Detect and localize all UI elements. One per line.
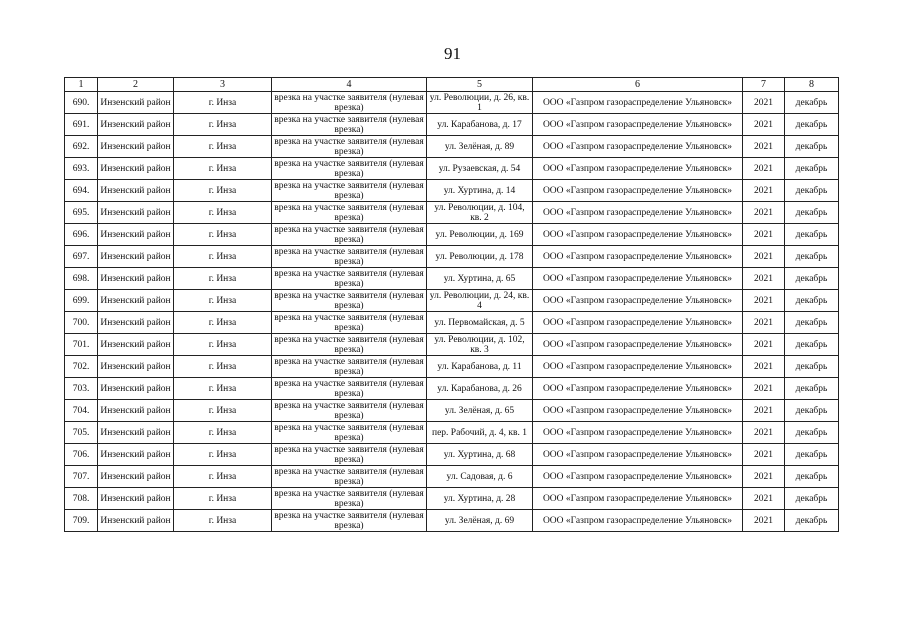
month-cell: декабрь [785,466,839,488]
address-cell: ул. Революции, д. 104, кв. 2 [427,202,533,224]
city-cell: г. Инза [174,246,272,268]
city-cell: г. Инза [174,444,272,466]
address-cell: ул. Зелёная, д. 69 [427,510,533,532]
year-cell: 2021 [743,202,785,224]
connection-type-cell: врезка на участке заявителя (нулевая врезка) [272,444,427,466]
organization-cell: ООО «Газпром газораспределение Ульяновск» [533,422,743,444]
city-cell: г. Инза [174,180,272,202]
connection-type-cell: врезка на участке заявителя (нулевая врезка) [272,114,427,136]
address-cell: ул. Зелёная, д. 89 [427,136,533,158]
district-cell: Инзенский район [98,92,174,114]
year-cell: 2021 [743,444,785,466]
address-cell: ул. Хуртина, д. 14 [427,180,533,202]
year-cell: 2021 [743,312,785,334]
year-cell: 2021 [743,356,785,378]
district-cell: Инзенский район [98,488,174,510]
organization-cell: ООО «Газпром газораспределение Ульяновск» [533,356,743,378]
row-number-cell: 696. [65,224,98,246]
table-row [65,334,839,356]
year-cell: 2021 [743,334,785,356]
header-cell: 5 [427,78,533,92]
year-cell: 2021 [743,510,785,532]
year-cell: 2021 [743,268,785,290]
district-cell: Инзенский район [98,312,174,334]
city-cell: г. Инза [174,466,272,488]
row-number-cell: 708. [65,488,98,510]
month-cell: декабрь [785,180,839,202]
row-number-cell: 706. [65,444,98,466]
city-cell: г. Инза [174,312,272,334]
table-row [65,444,839,466]
organization-cell: ООО «Газпром газораспределение Ульяновск» [533,290,743,312]
table-row [65,356,839,378]
connection-type-cell: врезка на участке заявителя (нулевая врезка) [272,224,427,246]
header-cell: 1 [65,78,98,92]
table-row [65,268,839,290]
connection-type-cell: врезка на участке заявителя (нулевая врезка) [272,400,427,422]
month-cell: декабрь [785,224,839,246]
month-cell: декабрь [785,356,839,378]
header-cell: 2 [98,78,174,92]
district-cell: Инзенский район [98,356,174,378]
connection-type-cell: врезка на участке заявителя (нулевая врезка) [272,510,427,532]
row-number-cell: 698. [65,268,98,290]
organization-cell: ООО «Газпром газораспределение Ульяновск» [533,158,743,180]
year-cell: 2021 [743,400,785,422]
city-cell: г. Инза [174,202,272,224]
month-cell: декабрь [785,114,839,136]
table-row [65,378,839,400]
month-cell: декабрь [785,312,839,334]
month-cell: декабрь [785,290,839,312]
table-row [65,510,839,532]
organization-cell: ООО «Газпром газораспределение Ульяновск» [533,400,743,422]
city-cell: г. Инза [174,290,272,312]
table-header [65,78,839,92]
month-cell: декабрь [785,202,839,224]
year-cell: 2021 [743,290,785,312]
connection-type-cell: врезка на участке заявителя (нулевая врезка) [272,378,427,400]
city-cell: г. Инза [174,510,272,532]
district-cell: Инзенский район [98,290,174,312]
city-cell: г. Инза [174,158,272,180]
district-cell: Инзенский район [98,224,174,246]
connection-type-cell: врезка на участке заявителя (нулевая врезка) [272,488,427,510]
organization-cell: ООО «Газпром газораспределение Ульяновск» [533,224,743,246]
organization-cell: ООО «Газпром газораспределение Ульяновск» [533,488,743,510]
district-cell: Инзенский район [98,136,174,158]
row-number-cell: 707. [65,466,98,488]
table-row [65,400,839,422]
month-cell: декабрь [785,92,839,114]
address-cell: ул. Хуртина, д. 28 [427,488,533,510]
address-cell: ул. Карабанова, д. 17 [427,114,533,136]
header-row [65,78,839,92]
district-cell: Инзенский район [98,466,174,488]
table-body [65,92,839,532]
year-cell: 2021 [743,136,785,158]
year-cell: 2021 [743,180,785,202]
table-row [65,92,839,114]
year-cell: 2021 [743,488,785,510]
address-cell: ул. Революции, д. 102, кв. 3 [427,334,533,356]
city-cell: г. Инза [174,224,272,246]
district-cell: Инзенский район [98,378,174,400]
city-cell: г. Инза [174,268,272,290]
district-cell: Инзенский район [98,268,174,290]
year-cell: 2021 [743,114,785,136]
year-cell: 2021 [743,92,785,114]
address-cell: ул. Революции, д. 178 [427,246,533,268]
table-row [65,488,839,510]
address-cell: ул. Садовая, д. 6 [427,466,533,488]
connection-type-cell: врезка на участке заявителя (нулевая врезка) [272,268,427,290]
row-number-cell: 697. [65,246,98,268]
city-cell: г. Инза [174,422,272,444]
district-cell: Инзенский район [98,400,174,422]
district-cell: Инзенский район [98,246,174,268]
connection-type-cell: врезка на участке заявителя (нулевая врезка) [272,158,427,180]
organization-cell: ООО «Газпром газораспределение Ульяновск» [533,466,743,488]
row-number-cell: 702. [65,356,98,378]
table-row [65,422,839,444]
address-cell: ул. Карабанова, д. 26 [427,378,533,400]
header-cell: 7 [743,78,785,92]
connection-type-cell: врезка на участке заявителя (нулевая врезка) [272,422,427,444]
city-cell: г. Инза [174,92,272,114]
table-row [65,158,839,180]
city-cell: г. Инза [174,136,272,158]
table-row [65,114,839,136]
month-cell: декабрь [785,268,839,290]
row-number-cell: 700. [65,312,98,334]
row-number-cell: 691. [65,114,98,136]
address-cell: ул. Революции, д. 24, кв. 4 [427,290,533,312]
connection-type-cell: врезка на участке заявителя (нулевая врезка) [272,180,427,202]
page-number: 91 [444,44,461,63]
address-cell: ул. Революции, д. 169 [427,224,533,246]
organization-cell: ООО «Газпром газораспределение Ульяновск» [533,136,743,158]
year-cell: 2021 [743,422,785,444]
table-row [65,224,839,246]
month-cell: декабрь [785,400,839,422]
address-cell: ул. Первомайская, д. 5 [427,312,533,334]
row-number-cell: 705. [65,422,98,444]
header-cell: 3 [174,78,272,92]
connection-type-cell: врезка на участке заявителя (нулевая врезка) [272,466,427,488]
district-cell: Инзенский район [98,334,174,356]
organization-cell: ООО «Газпром газораспределение Ульяновск» [533,114,743,136]
address-cell: пер. Рабочий, д. 4, кв. 1 [427,422,533,444]
connection-type-cell: врезка на участке заявителя (нулевая врезка) [272,312,427,334]
organization-cell: ООО «Газпром газораспределение Ульяновск» [533,378,743,400]
organization-cell: ООО «Газпром газораспределение Ульяновск» [533,202,743,224]
connection-type-cell: врезка на участке заявителя (нулевая врезка) [272,202,427,224]
row-number-cell: 709. [65,510,98,532]
connection-type-cell: врезка на участке заявителя (нулевая врезка) [272,334,427,356]
month-cell: декабрь [785,488,839,510]
year-cell: 2021 [743,246,785,268]
row-number-cell: 692. [65,136,98,158]
organization-cell: ООО «Газпром газораспределение Ульяновск» [533,180,743,202]
table-row [65,312,839,334]
month-cell: декабрь [785,136,839,158]
header-cell: 6 [533,78,743,92]
table-row [65,136,839,158]
year-cell: 2021 [743,158,785,180]
month-cell: декабрь [785,246,839,268]
table-row [65,466,839,488]
district-cell: Инзенский район [98,114,174,136]
organization-cell: ООО «Газпром газораспределение Ульяновск» [533,334,743,356]
district-cell: Инзенский район [98,422,174,444]
table-row [65,180,839,202]
year-cell: 2021 [743,224,785,246]
organization-cell: ООО «Газпром газораспределение Ульяновск» [533,246,743,268]
gas-connection-table [64,77,839,532]
row-number-cell: 690. [65,92,98,114]
month-cell: декабрь [785,158,839,180]
row-number-cell: 694. [65,180,98,202]
organization-cell: ООО «Газпром газораспределение Ульяновск» [533,268,743,290]
city-cell: г. Инза [174,400,272,422]
row-number-cell: 701. [65,334,98,356]
city-cell: г. Инза [174,356,272,378]
organization-cell: ООО «Газпром газораспределение Ульяновск» [533,312,743,334]
row-number-cell: 704. [65,400,98,422]
row-number-cell: 699. [65,290,98,312]
header-cell: 8 [785,78,839,92]
district-cell: Инзенский район [98,202,174,224]
month-cell: декабрь [785,378,839,400]
district-cell: Инзенский район [98,158,174,180]
connection-type-cell: врезка на участке заявителя (нулевая врезка) [272,136,427,158]
city-cell: г. Инза [174,114,272,136]
district-cell: Инзенский район [98,510,174,532]
district-cell: Инзенский район [98,444,174,466]
header-cell: 4 [272,78,427,92]
address-cell: ул. Зелёная, д. 65 [427,400,533,422]
month-cell: декабрь [785,334,839,356]
connection-type-cell: врезка на участке заявителя (нулевая врезка) [272,246,427,268]
organization-cell: ООО «Газпром газораспределение Ульяновск» [533,92,743,114]
organization-cell: ООО «Газпром газораспределение Ульяновск» [533,510,743,532]
address-cell: ул. Хуртина, д. 65 [427,268,533,290]
connection-type-cell: врезка на участке заявителя (нулевая врезка) [272,92,427,114]
table-row [65,202,839,224]
organization-cell: ООО «Газпром газораспределение Ульяновск» [533,444,743,466]
address-cell: ул. Революции, д. 26, кв. 1 [427,92,533,114]
year-cell: 2021 [743,466,785,488]
district-cell: Инзенский район [98,180,174,202]
connection-type-cell: врезка на участке заявителя (нулевая врезка) [272,290,427,312]
year-cell: 2021 [743,378,785,400]
month-cell: декабрь [785,422,839,444]
connection-type-cell: врезка на участке заявителя (нулевая врезка) [272,356,427,378]
table-row [65,246,839,268]
address-cell: ул. Карабанова, д. 11 [427,356,533,378]
table-row [65,290,839,312]
month-cell: декабрь [785,444,839,466]
month-cell: декабрь [785,510,839,532]
row-number-cell: 703. [65,378,98,400]
address-cell: ул. Хуртина, д. 68 [427,444,533,466]
row-number-cell: 695. [65,202,98,224]
city-cell: г. Инза [174,378,272,400]
city-cell: г. Инза [174,488,272,510]
row-number-cell: 693. [65,158,98,180]
city-cell: г. Инза [174,334,272,356]
address-cell: ул. Рузаевская, д. 54 [427,158,533,180]
